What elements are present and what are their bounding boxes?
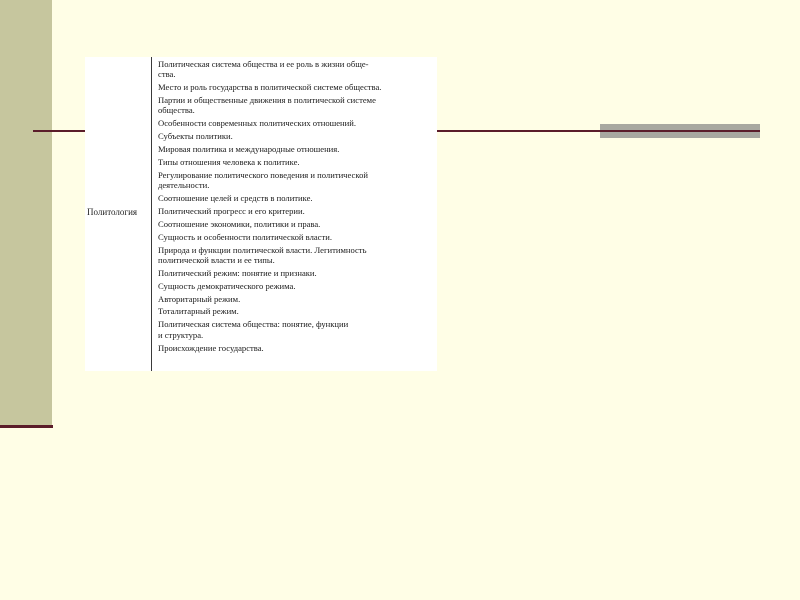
topic-item: [158, 118, 433, 128]
topic-line: общества.: [158, 105, 195, 116]
topic-line: Тоталитарный режим.: [158, 306, 239, 317]
topic-line: Партии и общественные движения в политической системе: [158, 95, 376, 106]
topic-line: Мировая политика и международные отношения.: [158, 144, 340, 155]
topic-line: Сущность демократического режима.: [158, 280, 296, 291]
topic-line: политической власти и ее типы.: [158, 254, 275, 265]
topic-item: [158, 144, 433, 154]
topic-line: Соотношение экономики, политики и права.: [158, 218, 321, 229]
topic-item: [158, 294, 433, 304]
topic-item: [158, 319, 433, 340]
topic-item: [158, 193, 433, 203]
topic-line: деятельности.: [158, 180, 210, 191]
topic-item: [158, 245, 433, 266]
topic-item: [158, 131, 433, 141]
subject-label: Политология: [87, 207, 138, 217]
topic-item: [158, 206, 433, 216]
topic-item: [158, 281, 433, 291]
topic-item: [158, 232, 433, 242]
topic-line: Регулирование политического поведения и политической: [158, 169, 368, 180]
topic-item: [158, 268, 433, 278]
topic-item: [158, 157, 433, 167]
topic-line: Политическая система общества: понятие, функции: [158, 319, 349, 330]
topic-line: Политический прогресс и его критерии.: [158, 205, 305, 216]
topic-line: и структура.: [158, 329, 204, 340]
topic-item: [158, 343, 433, 353]
header-rule-left: [33, 130, 85, 132]
topic-item: [158, 219, 433, 229]
left-band-rule: [0, 425, 53, 428]
topic-line: Особенности современных политических отношений.: [158, 118, 356, 129]
topic-line: Политическая система общества и ее роль в жизни обще-: [158, 59, 369, 69]
topic-item: [158, 59, 433, 80]
topic-line: ства.: [158, 69, 176, 80]
header-rule-right: [437, 130, 600, 132]
topic-item: [158, 82, 433, 92]
topic-item: [158, 170, 433, 191]
subject-column: [85, 57, 152, 371]
topic-line: Природа и функции политической власти. Легитимность: [158, 244, 367, 255]
topics-list: [158, 59, 433, 355]
topic-line: Авторитарный режим.: [158, 293, 241, 304]
topic-line: Место и роль государства в политической системе общества.: [158, 82, 382, 93]
topic-line: Типы отношения человека к политике.: [158, 156, 300, 167]
scanned-table-image: [85, 57, 437, 371]
topic-item: [158, 95, 433, 116]
topic-line: Субъекты политики.: [158, 131, 233, 142]
topic-line: Сущность и особенности политической власти.: [158, 231, 332, 242]
topic-line: Соотношение целей и средств в политике.: [158, 193, 313, 204]
left-decorative-band: [0, 0, 52, 425]
topic-line: Политический режим: понятие и признаки.: [158, 267, 317, 278]
topic-line: Происхождение государства.: [158, 342, 264, 353]
topic-item: [158, 306, 433, 316]
header-accent-block: [600, 124, 760, 138]
